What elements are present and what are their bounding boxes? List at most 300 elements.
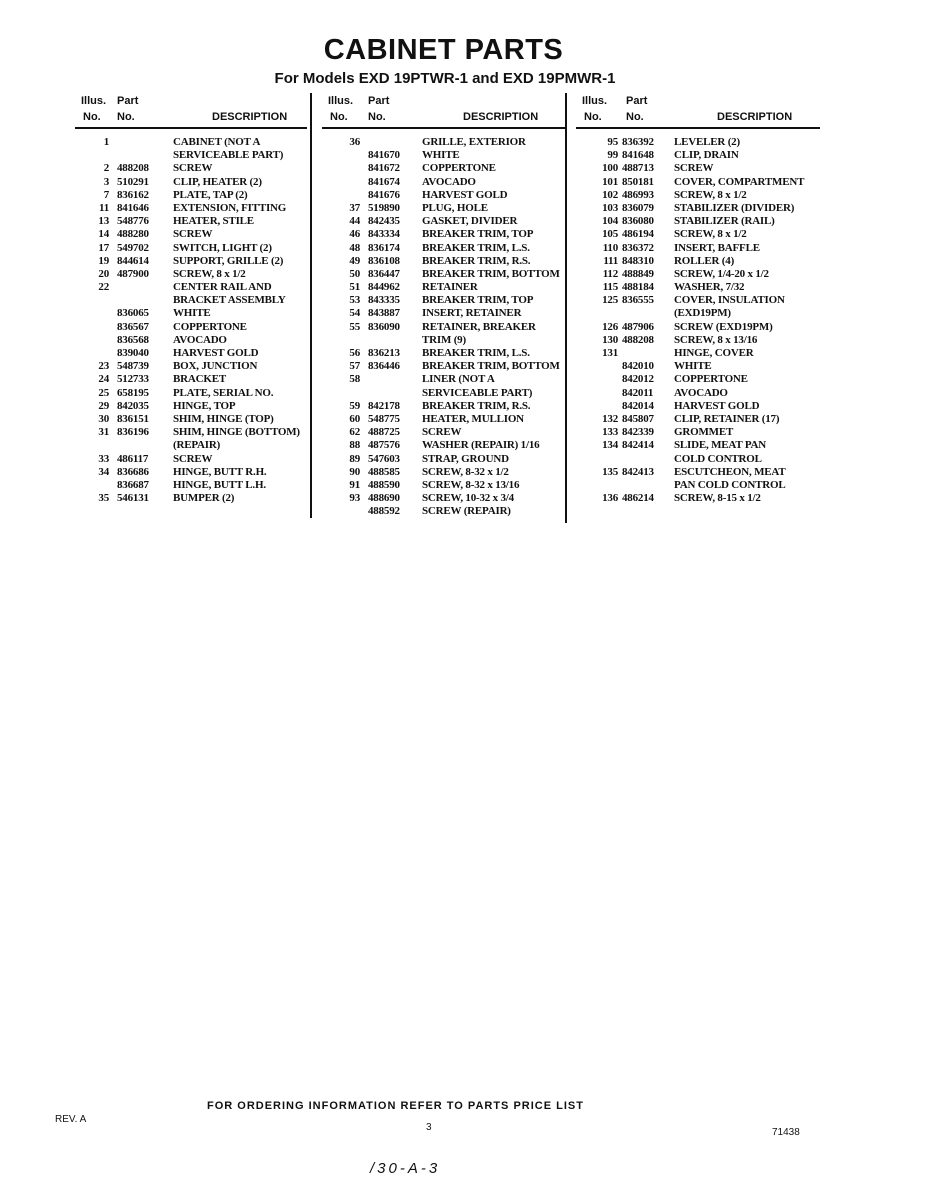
description: COLD CONTROL: [674, 452, 762, 465]
illus-number: 34: [98, 465, 109, 478]
table-row: [322, 321, 566, 334]
part-number: 488184: [622, 281, 654, 294]
table-row: [576, 360, 820, 373]
illus-number: 103: [602, 201, 618, 214]
illus-number: 91: [349, 478, 360, 491]
part-number: 836065: [117, 307, 149, 320]
column-divider: [310, 93, 312, 518]
revision: REV. A: [55, 1114, 87, 1125]
part-number: 836555: [622, 294, 654, 307]
document-code: 71438: [772, 1127, 800, 1138]
table-row: [576, 149, 820, 162]
illus-number: 90: [349, 465, 360, 478]
table-row: [576, 307, 820, 320]
part-number: 850181: [622, 175, 654, 188]
description: WASHER, 7/32: [674, 281, 745, 294]
table-row: [576, 228, 820, 241]
part-number: 845807: [622, 412, 654, 425]
description: CLIP, HEATER (2): [173, 175, 262, 188]
description: ESCUTCHEON, MEAT: [674, 465, 786, 478]
description: EXTENSION, FITTING: [173, 201, 287, 214]
header-part-no: No.: [626, 111, 644, 123]
table-row: [75, 387, 307, 400]
part-number: 842435: [368, 215, 400, 228]
description: STRAP, GROUND: [422, 452, 509, 465]
part-number: [622, 479, 668, 492]
part-number: 488849: [622, 267, 654, 280]
header-part-no: No.: [368, 111, 386, 123]
table-row: [75, 242, 307, 255]
illus-number: 50: [349, 267, 360, 280]
illus-number: 35: [98, 492, 109, 505]
part-number: [368, 387, 414, 400]
part-number: 842414: [622, 439, 654, 452]
table-row: [75, 453, 307, 466]
part-number: 512733: [117, 373, 149, 386]
table-row: [75, 373, 307, 386]
illus-number: [584, 387, 618, 400]
part-number: 836446: [368, 360, 400, 373]
part-number: 510291: [117, 175, 149, 188]
illus-number: 11: [99, 201, 109, 214]
description: PLATE, TAP (2): [173, 188, 248, 201]
header-illus-no: No.: [584, 111, 602, 123]
illus-number: 22: [98, 281, 109, 294]
table-row: [75, 162, 307, 175]
description: CLIP, RETAINER (17): [674, 412, 780, 425]
description: WHITE: [173, 307, 211, 320]
part-number: 836687: [117, 478, 149, 491]
description: RETAINER: [422, 281, 478, 294]
illus-number: [330, 149, 360, 162]
table-row: [322, 400, 566, 413]
illus-number: [330, 162, 360, 175]
table-row: [322, 373, 566, 386]
illus-number: 126: [602, 320, 618, 333]
illus-number: 30: [98, 412, 109, 425]
illus-number: [584, 307, 618, 320]
description: SCREW, 8 x 1/2: [674, 188, 747, 201]
description: SHIM, HINGE (BOTTOM): [173, 426, 300, 439]
part-number: [117, 136, 165, 149]
table-row: [322, 189, 566, 202]
table-row: [576, 321, 820, 334]
illus-number: 31: [98, 426, 109, 439]
description: BREAKER TRIM, R.S.: [422, 254, 531, 267]
description: SCREW, 8 x 13/16: [674, 333, 758, 346]
description: BREAKER TRIM, R.S.: [422, 399, 531, 412]
table-row: [322, 387, 566, 400]
illus-number: 7: [103, 188, 109, 201]
illus-number: [83, 149, 109, 162]
table-row: [75, 202, 307, 215]
part-number: 844614: [117, 254, 149, 267]
description: AVOCADO: [173, 333, 227, 346]
table-row: [322, 215, 566, 228]
table-row: [322, 466, 566, 479]
part-number: 487576: [368, 439, 400, 452]
illus-number: [584, 479, 618, 492]
illus-number: 115: [602, 281, 618, 294]
description: SCREW: [173, 162, 213, 175]
table-row: [576, 400, 820, 413]
part-number: 841676: [368, 188, 400, 201]
description: BREAKER TRIM, TOP: [422, 294, 534, 307]
part-number: 842012: [622, 373, 654, 386]
illus-number: 55: [349, 320, 360, 333]
description: SUPPORT, GRILLE (2): [173, 254, 284, 267]
table-row: [75, 281, 307, 294]
description: COPPERTONE: [422, 162, 496, 175]
part-number: 488590: [368, 478, 400, 491]
part-number: 488280: [117, 228, 149, 241]
illus-number: [83, 321, 109, 334]
part-number: [622, 347, 668, 360]
description: BREAKER TRIM, TOP: [422, 228, 534, 241]
table-row: [576, 202, 820, 215]
illus-number: [584, 360, 618, 373]
part-number: 836090: [368, 320, 400, 333]
illus-number: 112: [602, 267, 618, 280]
illus-number: 53: [349, 294, 360, 307]
table-row: [322, 136, 566, 149]
column-header: [576, 93, 820, 129]
table-row: [75, 255, 307, 268]
part-number: 836213: [368, 347, 400, 359]
part-number: 836568: [117, 333, 149, 346]
table-row: [322, 281, 566, 294]
description: PLUG, HOLE: [422, 201, 488, 214]
description: BREAKER TRIM, L.S.: [422, 241, 530, 254]
table-row: [322, 268, 566, 281]
table-row: [576, 492, 820, 505]
description: SCREW, 8-15 x 1/2: [674, 492, 761, 505]
part-number: [117, 149, 165, 162]
part-number: [622, 307, 668, 320]
header-part: Part: [626, 95, 648, 107]
table-row: [322, 162, 566, 175]
part-number: 488690: [368, 492, 400, 505]
description: CLIP, DRAIN: [674, 149, 739, 162]
illus-number: [330, 189, 360, 202]
header-part: Part: [117, 95, 139, 107]
part-number: [622, 453, 668, 466]
table-row: [576, 136, 820, 149]
illus-number: 59: [349, 399, 360, 412]
table-row: [576, 426, 820, 439]
part-number: 487906: [622, 320, 654, 333]
page-number: 3: [426, 1122, 432, 1133]
part-number: 836108: [368, 254, 400, 267]
illus-number: 46: [349, 228, 360, 241]
illus-number: 48: [349, 241, 360, 254]
table-row: [75, 136, 307, 149]
description: SCREW, 1/4-20 x 1/2: [674, 267, 769, 280]
part-number: 842035: [117, 399, 149, 412]
table-row: [322, 307, 566, 320]
table-row: [576, 255, 820, 268]
part-number: 547603: [368, 452, 400, 465]
illus-number: [330, 334, 360, 347]
table-row: [75, 215, 307, 228]
description: GRILLE, EXTERIOR: [422, 136, 526, 148]
part-number: 548775: [368, 412, 400, 425]
part-number: 836151: [117, 412, 149, 425]
illus-number: [330, 505, 360, 518]
illus-number: 95: [607, 136, 618, 148]
parts-column-3: [576, 93, 820, 505]
table-row: [75, 228, 307, 241]
illus-number: [330, 387, 360, 400]
part-number: 843887: [368, 307, 400, 320]
part-number: 486117: [117, 452, 149, 465]
header-illus-no: No.: [330, 111, 348, 123]
illus-number: [83, 334, 109, 347]
description: BREAKER TRIM, L.S.: [422, 347, 530, 359]
part-number: 842339: [622, 426, 654, 439]
part-number: 836447: [368, 267, 400, 280]
description: SHIM, HINGE (TOP): [173, 412, 274, 425]
illus-number: 134: [602, 439, 618, 452]
part-number: 841674: [368, 175, 400, 188]
table-row: [75, 334, 307, 347]
illus-number: 62: [349, 426, 360, 439]
header-illus: Illus.: [328, 95, 354, 107]
header-part-no: No.: [117, 111, 135, 123]
column-header: [322, 93, 566, 129]
page-title: CABINET PARTS: [323, 34, 564, 66]
table-row: [75, 307, 307, 320]
illus-number: 99: [607, 149, 618, 162]
illus-number: 133: [602, 426, 618, 439]
description: GROMMET: [674, 426, 734, 439]
table-row: [75, 360, 307, 373]
illus-number: 13: [98, 215, 109, 228]
part-number: 488713: [622, 162, 654, 175]
description: HEATER, STILE: [173, 215, 254, 228]
illus-number: 44: [349, 215, 360, 228]
table-row: [576, 387, 820, 400]
table-row: [322, 149, 566, 162]
table-row: [75, 189, 307, 202]
description: WASHER (REPAIR) 1/16: [422, 439, 540, 452]
illus-number: 135: [602, 465, 618, 478]
illus-number: 51: [349, 281, 360, 294]
description: WHITE: [422, 149, 460, 162]
table-row: [576, 176, 820, 189]
part-number: [368, 373, 414, 386]
part-number: 843335: [368, 294, 400, 307]
illus-number: 58: [349, 373, 360, 386]
table-row: [576, 479, 820, 492]
table-row: [75, 426, 307, 439]
table-row: [322, 492, 566, 505]
part-number: 839040: [117, 347, 149, 359]
part-number: 488585: [368, 465, 400, 478]
illus-number: 89: [349, 452, 360, 465]
table-row: [75, 400, 307, 413]
illus-number: 19: [98, 254, 109, 267]
part-number: 488725: [368, 426, 400, 439]
description: HARVEST GOLD: [422, 188, 508, 201]
description: HINGE, BUTT L.H.: [173, 478, 266, 491]
table-row: [75, 268, 307, 281]
part-number: 486214: [622, 492, 654, 505]
part-number: 836372: [622, 241, 654, 254]
description: SERVICEABLE PART): [173, 149, 284, 162]
table-row: [75, 176, 307, 189]
description: HINGE, TOP: [173, 399, 236, 412]
part-number: [117, 439, 165, 452]
description: HARVEST GOLD: [173, 347, 259, 359]
description: BRACKET: [173, 373, 226, 386]
table-row: [576, 373, 820, 386]
illus-number: [83, 479, 109, 492]
illus-number: 136: [602, 492, 618, 505]
table-row: [322, 176, 566, 189]
table-row: [75, 347, 307, 360]
header-illus-no: No.: [83, 111, 101, 123]
description: BREAKER TRIM, BOTTOM: [422, 360, 560, 373]
description: COPPERTONE: [173, 320, 247, 333]
description: SCREW, 8-32 x 1/2: [422, 465, 509, 478]
description: PAN COLD CONTROL: [674, 478, 786, 491]
description: (EXD19PM): [674, 307, 731, 320]
header-illus: Illus.: [81, 95, 107, 107]
illus-number: 14: [98, 228, 109, 241]
illus-number: 104: [602, 215, 618, 228]
table-row: [322, 360, 566, 373]
part-number: 842010: [622, 360, 654, 373]
illus-number: [584, 453, 618, 466]
part-number: 488208: [117, 162, 149, 175]
illus-number: 56: [349, 347, 360, 359]
part-number: 836080: [622, 215, 654, 228]
description: BOX, JUNCTION: [173, 360, 258, 373]
table-row: [322, 294, 566, 307]
description: SCREW: [173, 228, 213, 241]
part-number: 841672: [368, 162, 400, 175]
illus-number: 17: [98, 241, 109, 254]
illus-number: 25: [98, 386, 109, 399]
table-row: [322, 228, 566, 241]
description: SERVICEABLE PART): [422, 386, 533, 399]
illus-number: 57: [349, 360, 360, 373]
part-number: [117, 294, 165, 307]
description: HARVEST GOLD: [674, 399, 760, 412]
table-row: [322, 202, 566, 215]
illus-number: 2: [103, 162, 109, 175]
ordering-note: FOR ORDERING INFORMATION REFER TO PARTS PRICE LIST: [207, 1100, 584, 1112]
description: ROLLER (4): [674, 254, 735, 267]
description: HINGE, BUTT R.H.: [173, 465, 267, 478]
part-number: 841646: [117, 201, 149, 214]
models-subtitle: For Models EXD 19PTWR-1 and EXD 19PMWR-1: [274, 70, 616, 87]
header-description: DESCRIPTION: [212, 111, 288, 123]
description: LINER (NOT A: [422, 373, 495, 386]
part-number: 658195: [117, 386, 149, 399]
table-row: [322, 453, 566, 466]
part-number: 548739: [117, 360, 149, 373]
description: CENTER RAIL AND: [173, 281, 272, 294]
description: BRACKET ASSEMBLY: [173, 294, 286, 307]
table-row: [322, 334, 566, 347]
illus-number: 3: [103, 175, 109, 188]
header-description: DESCRIPTION: [717, 111, 793, 123]
part-number: 836079: [622, 201, 654, 214]
table-row: [322, 347, 566, 360]
description: SCREW, 10-32 x 3/4: [422, 492, 514, 505]
description: AVOCADO: [674, 386, 728, 399]
illus-number: 93: [349, 492, 360, 505]
illus-number: 49: [349, 254, 360, 267]
illus-number: 1: [103, 136, 109, 148]
description: SCREW, 8-32 x 13/16: [422, 478, 520, 491]
part-number: 519890: [368, 201, 400, 214]
table-row: [322, 255, 566, 268]
part-number: 836174: [368, 241, 400, 254]
description: (REPAIR): [173, 439, 221, 452]
column-header: [75, 93, 307, 129]
table-row: [322, 242, 566, 255]
table-row: [576, 268, 820, 281]
table-row: [576, 242, 820, 255]
part-number: 842178: [368, 399, 400, 412]
description: CABINET (NOT A: [173, 136, 261, 148]
table-row: [576, 453, 820, 466]
illus-number: 132: [602, 412, 618, 425]
header-description: DESCRIPTION: [463, 111, 539, 123]
table-row: [322, 413, 566, 426]
illus-number: 125: [602, 294, 618, 307]
description: COVER, COMPARTMENT: [674, 175, 805, 188]
part-number: [117, 281, 165, 294]
illus-number: 24: [98, 373, 109, 386]
illus-number: 36: [349, 136, 360, 148]
part-number: [368, 334, 414, 347]
table-row: [576, 189, 820, 202]
illus-number: 110: [602, 241, 618, 254]
table-row: [322, 426, 566, 439]
illus-number: 54: [349, 307, 360, 320]
description: SCREW: [422, 426, 462, 439]
table-row: [576, 466, 820, 479]
part-number: 836162: [117, 188, 149, 201]
illus-number: [83, 439, 109, 452]
description: SCREW: [674, 162, 714, 175]
illus-number: 37: [349, 201, 360, 214]
description: COPPERTONE: [674, 373, 748, 386]
table-row: [576, 347, 820, 360]
illus-number: 100: [602, 162, 618, 175]
illus-number: 130: [602, 333, 618, 346]
part-number: 488208: [622, 333, 654, 346]
description: RETAINER, BREAKER: [422, 320, 536, 333]
part-number: 488592: [368, 505, 400, 518]
illus-number: 88: [349, 439, 360, 452]
illus-number: 101: [602, 175, 618, 188]
part-number: 842011: [622, 386, 654, 399]
table-row: [75, 492, 307, 505]
handwritten-note: /30-A-3: [370, 1160, 441, 1177]
table-row: [576, 215, 820, 228]
illus-number: [83, 347, 109, 360]
illus-number: [584, 400, 618, 413]
description: INSERT, BAFFLE: [674, 241, 760, 254]
description: SCREW: [173, 452, 213, 465]
illus-number: 33: [98, 452, 109, 465]
description: TRIM (9): [422, 333, 466, 346]
